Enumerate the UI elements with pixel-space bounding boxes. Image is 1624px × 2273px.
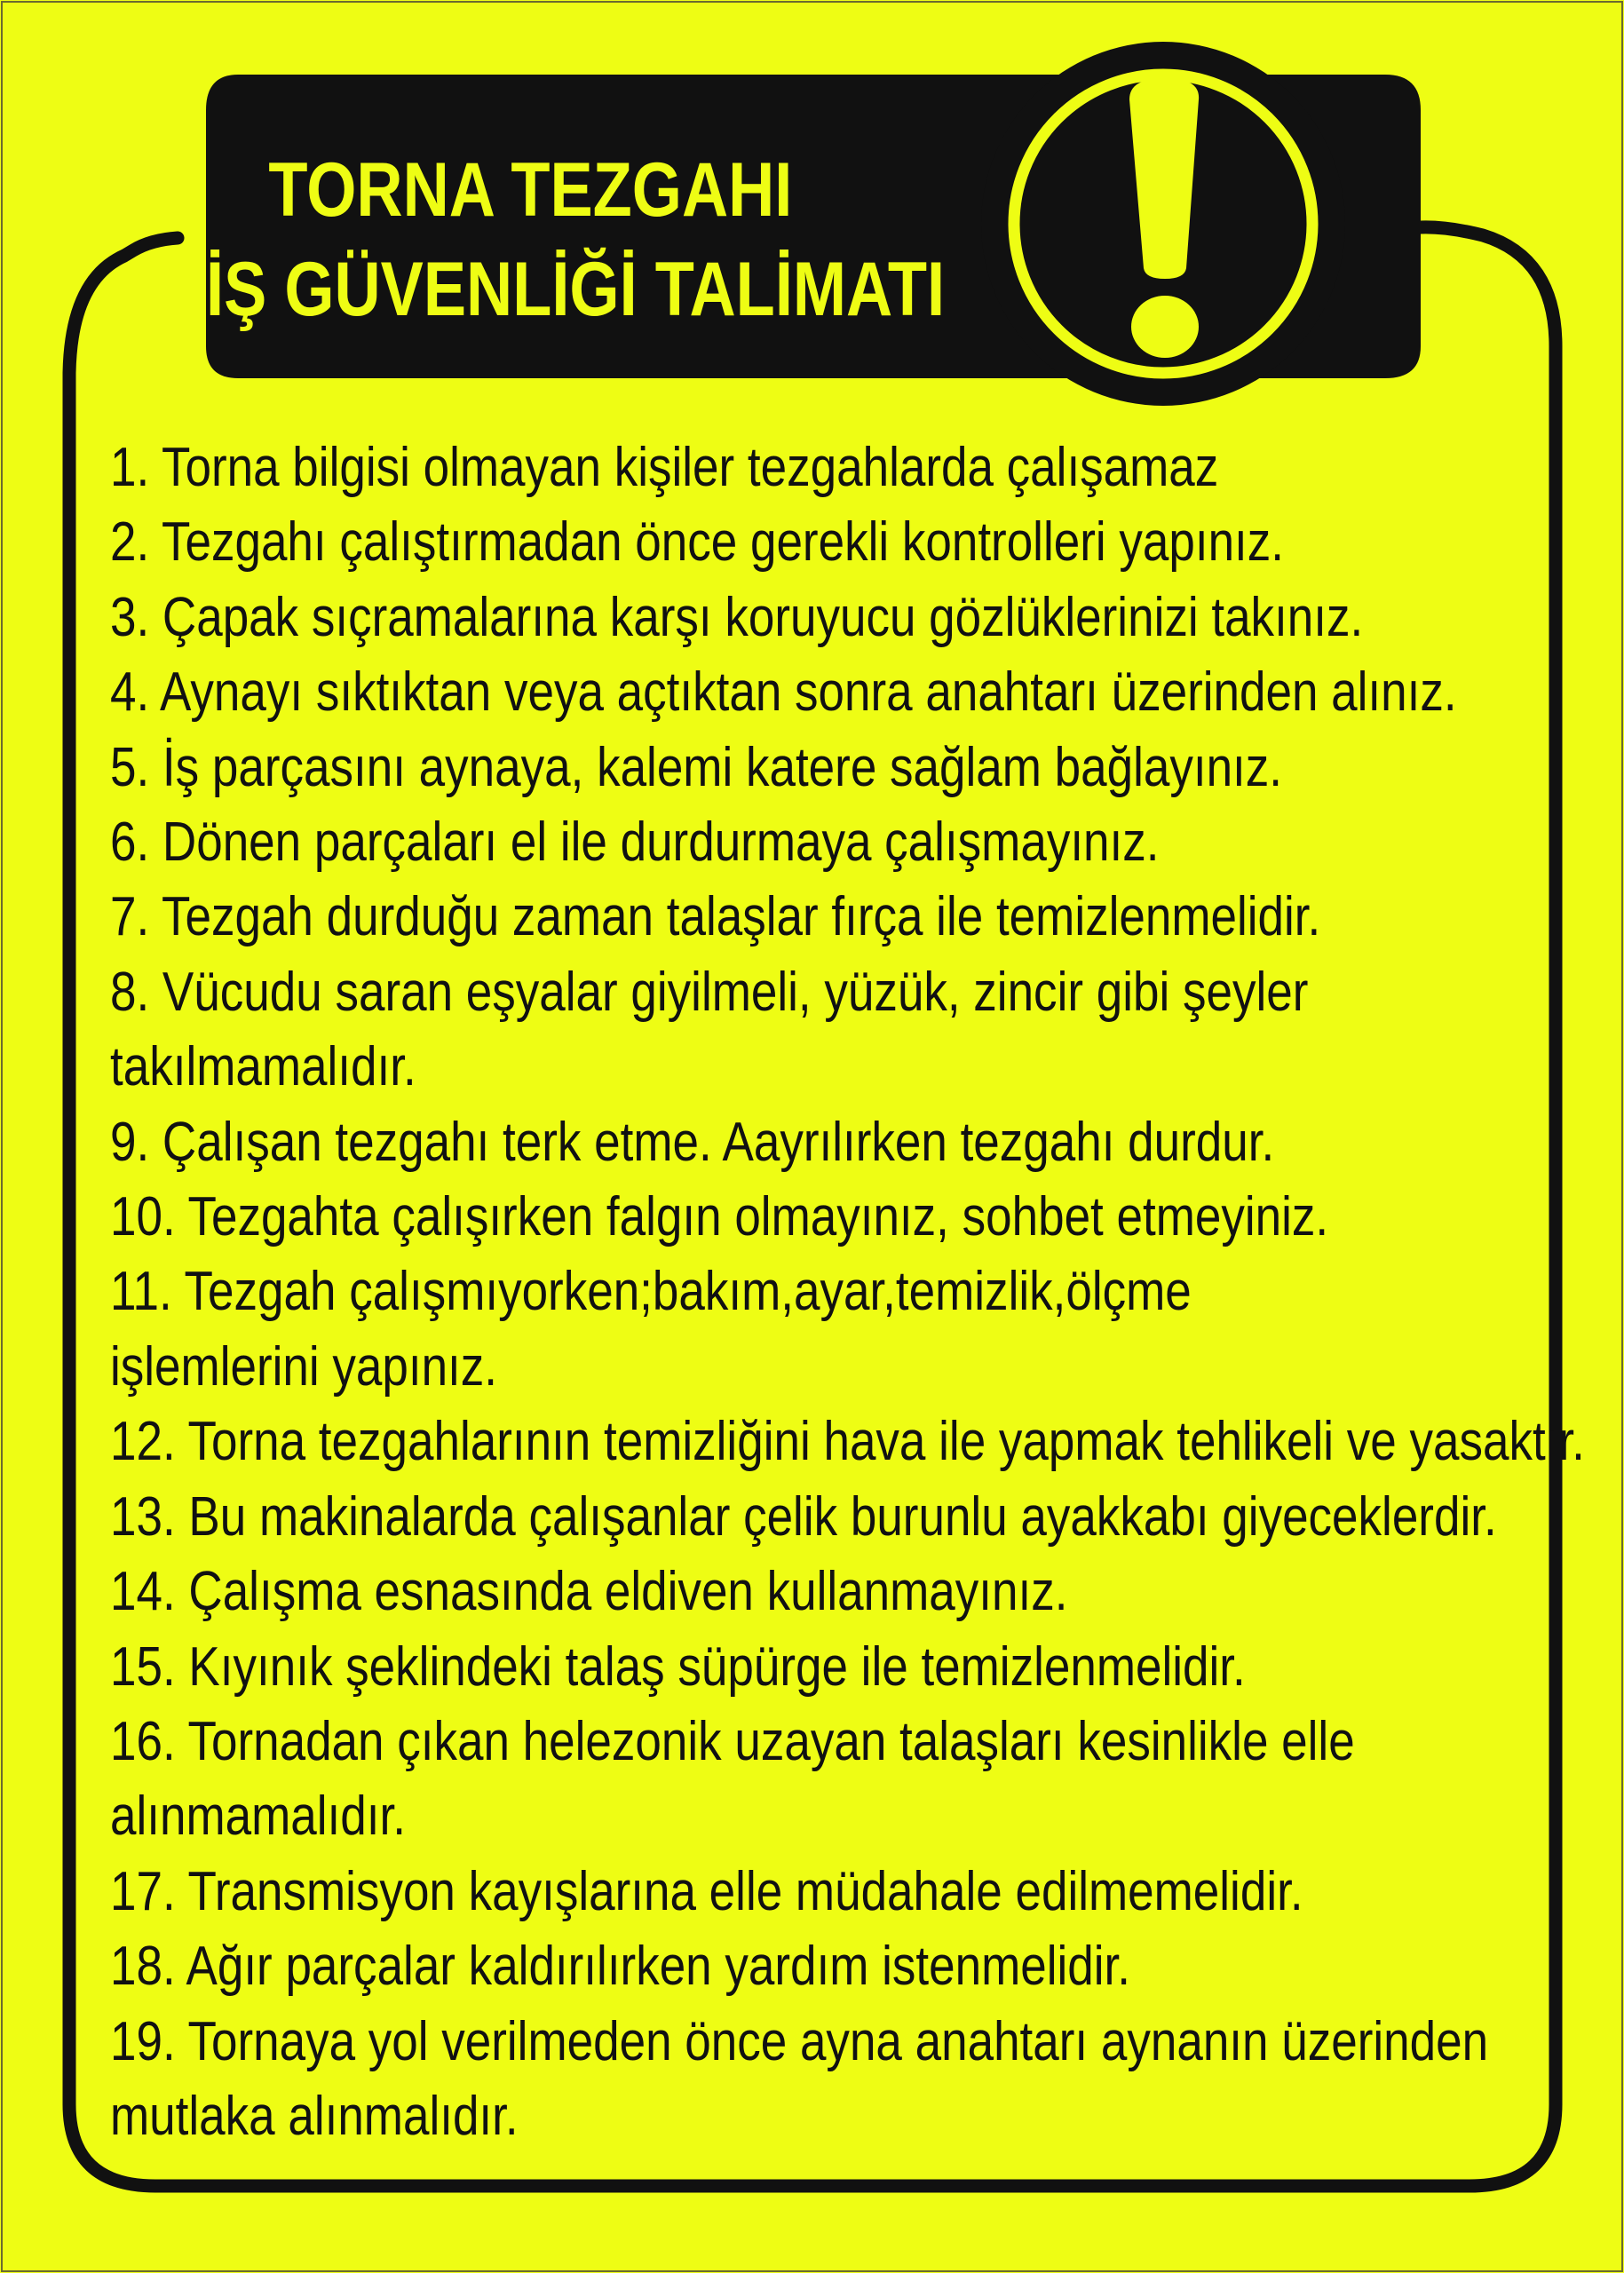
rule-item-continuation: mutlaka alınmalıdır. — [110, 2085, 519, 2147]
rule-item: 7. Tezgah durduğu zaman talaşlar fırça ile temizlenmelidir. — [110, 886, 1321, 948]
rule-item: 8. Vücudu saran eşyalar giyilmeli, yüzük, zincir gibi şeyler — [110, 961, 1309, 1023]
exclamation-icon — [1129, 78, 1199, 358]
sign-title — [206, 140, 946, 339]
rule-item: 19. Tornaya yol verilmeden önce ayna anahtarı aynanın üzerinden — [110, 2010, 1489, 2072]
rule-item: 6. Dönen parçaları el ile durdurmaya çalışmayınız. — [110, 812, 1160, 874]
rules-list — [110, 431, 1585, 2154]
rule-item: 12. Torna tezgahlarının temizliğini hava ile yapmak tehlikeli ve yasaktır. — [110, 1411, 1585, 1473]
rule-item: 1. Torna bilgisi olmayan kişiler tezgahlarda çalışamaz — [110, 437, 1219, 498]
rule-item: 5. İş parçasını aynaya, kalemi katere sağlam bağlayınız. — [110, 736, 1283, 798]
rule-item: 2. Tezgahı çalıştırmadan önce gerekli kontrolleri yapınız. — [110, 511, 1285, 574]
rule-item: 17. Transmisyon kayışlarına elle müdahale edilmemelidir. — [110, 1860, 1303, 1922]
rule-item-continuation: takılmamalıdır. — [110, 1036, 416, 1098]
rule-item: 16. Tornadan çıkan helezonik uzayan talaşları kesinlikle elle — [110, 1710, 1355, 1772]
title-line-2: İŞ GÜVENLİĞİ TALİMATI — [206, 247, 946, 332]
rule-item: 3. Çapak sıçramalarına karşı koruyucu gözlüklerinizi takınız. — [110, 586, 1364, 648]
rule-item: 14. Çalışma esnasında eldiven kullanmayınız. — [110, 1561, 1068, 1623]
rule-item: 18. Ağır parçalar kaldırılırken yardım istenmelidir. — [110, 1936, 1131, 1998]
rule-item-continuation: işlemlerini yapınız. — [110, 1335, 498, 1398]
rule-item: 13. Bu makinalarda çalışanlar çelik burunlu ayakkabı giyeceklerdir. — [110, 1485, 1497, 1548]
rule-item: 15. Kıyınık şeklindeki talaş süpürge ile temizlenmelidir. — [110, 1635, 1246, 1698]
rule-item: 10. Tezgahta çalışırken falgın olmayınız, sohbet etmeyiniz. — [110, 1186, 1329, 1248]
rule-item: 11. Tezgah çalışmıyorken;bakım,ayar,temizlik,ölçme — [110, 1261, 1192, 1323]
title-line-1: TORNA TEZGAHI — [268, 147, 793, 233]
rule-item-continuation: alınmamalıdır. — [110, 1786, 406, 1848]
rule-item: 4. Aynayı sıktıktan veya açtıktan sonra anahtarı üzerinden alınız. — [110, 661, 1457, 724]
rule-item: 9. Çalışan tezgahı terk etme. Aayrılırken tezgahı durdur. — [110, 1111, 1275, 1173]
